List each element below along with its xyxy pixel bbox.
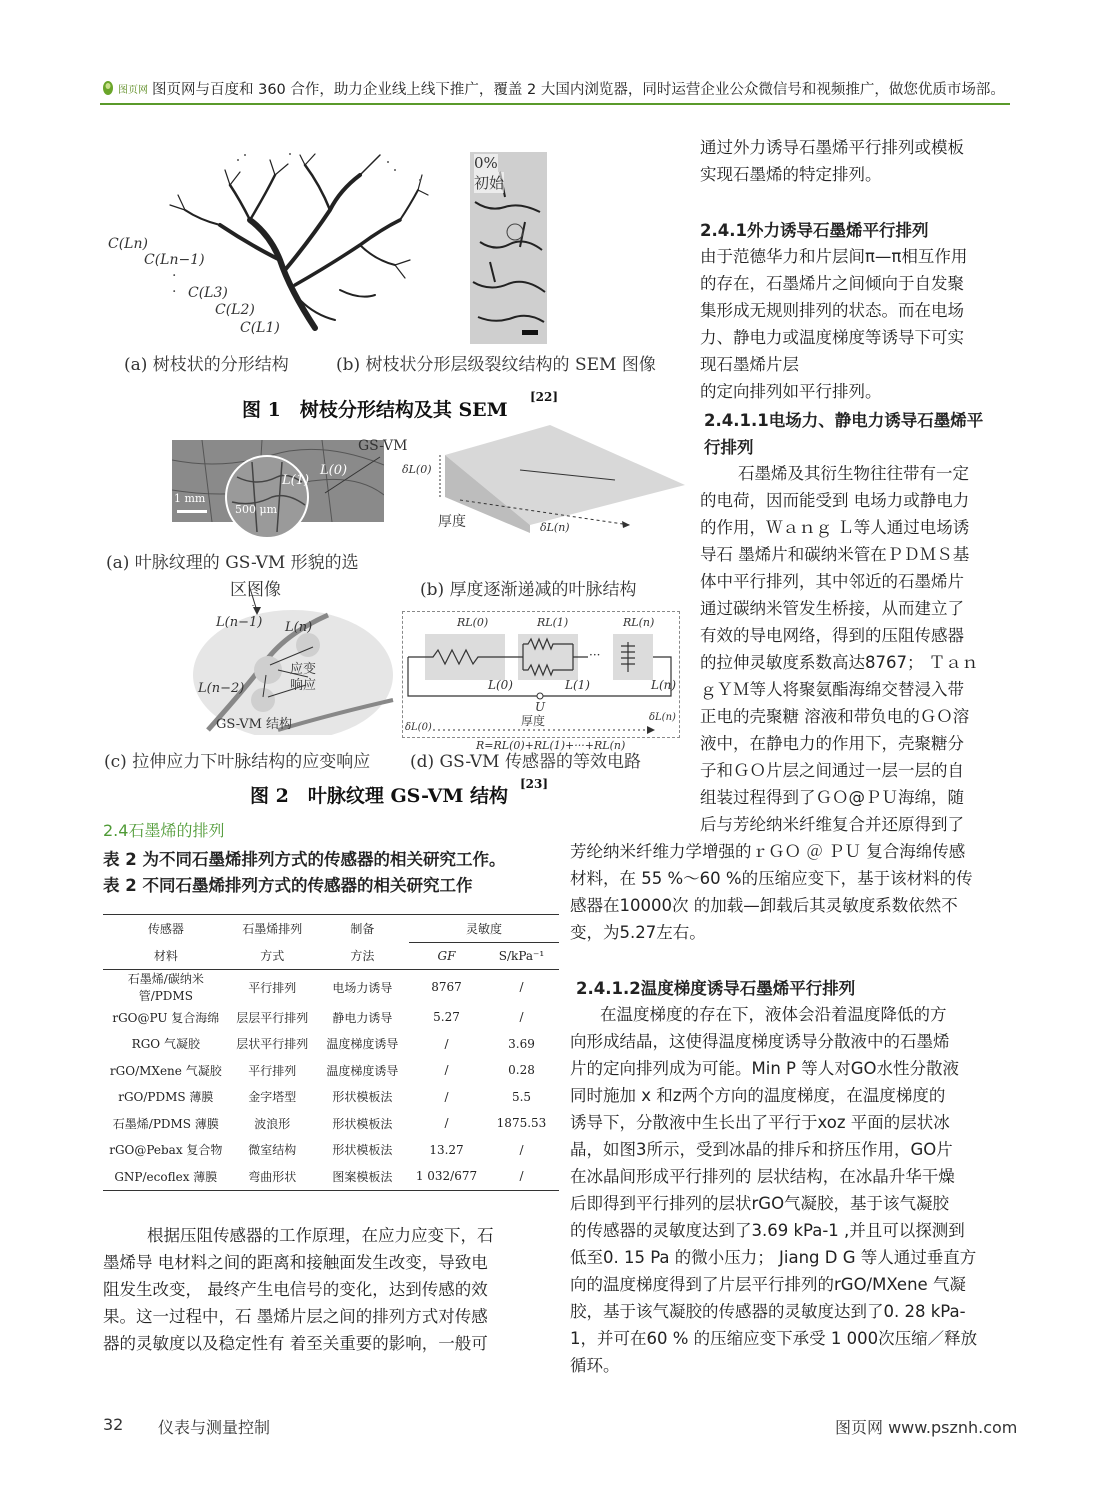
fig2-caption-d: (d) GS-VM 传感器的等效电路 <box>410 752 641 772</box>
figure-2 <box>100 425 690 810</box>
footer-site: 图页网 www.psznh.com <box>835 1418 1018 1437</box>
d-dln: δL(n) <box>649 712 676 723</box>
th-sensitivity: 灵敏度 <box>409 915 559 942</box>
d-rn: RL(n) <box>623 616 655 629</box>
fig2-caption-b: (b) 厚度逐渐递减的叶脉结构 <box>420 580 637 600</box>
table-row: rGO/MXene 气凝胶 平行排列 温度梯度诱导 / 0.28 <box>109 1063 535 1078</box>
c-response-1: 应变 <box>290 662 317 677</box>
label-c-ln1: C(Ln−1) <box>144 252 205 268</box>
scale-1mm: 1 mm <box>174 492 206 505</box>
thickness-label: 厚度 <box>438 514 466 530</box>
c-structure: GS-VM 结构 <box>216 717 293 732</box>
l1-label: L(1) <box>282 473 310 488</box>
equivalent-circuit <box>402 611 680 738</box>
d-thickness: 厚度 <box>521 714 546 728</box>
fig1-title: 图 1 树枝分形结构及其 SEM <box>242 399 508 421</box>
delta-ln-label: δL(n) <box>540 521 570 534</box>
zoom-circle <box>225 455 309 539</box>
figure-1: C(Ln) C(Ln−1) · · C(L3) C(L2) C(L1) 0% 初始 (a) 树枝状的分形结构 (b) 树枝状分形层级裂纹结构的 SEM 图像 图 1 树枝分形结构及其 SEM [22] <box>100 150 690 420</box>
label-c-l2: C(L2) <box>215 302 255 318</box>
right-paragraph-1: 由于范德华力和片层间π—π相互作用 的存在，石墨烯片之间倾向于自发聚 集形成无规则排列的状态。而在电场 力、静电力或温度梯度等诱导下可实 现石墨烯片层 的定向排列如平行排列。 <box>700 247 968 401</box>
th-s: S/kPa⁻¹ <box>498 948 545 963</box>
delta-l0-label: δL(0) <box>402 463 432 476</box>
label-c-l3: C(L3) <box>188 285 228 301</box>
right-paragraph-2-wide: 芳纶纳米纤维力学增强的ｒＧＯ ＠ ＰＵ 复合海绵传感 材料，在 55 %～60 %的压缩应变下，基于该材料的传 感器在10000次 的加载—卸载后其灵敏度系数依然不 变，为5.27左右。 <box>570 842 973 942</box>
table-row: rGO@Pebax 复合物 微室结构 形状模板法 13.27 / <box>109 1142 524 1158</box>
sensor-table <box>103 914 559 1191</box>
table-row: GNP/ecoflex 薄膜 弯曲形状 图案模板法 1 032/677 / <box>114 1169 524 1184</box>
d-formula: R=RL(0)+RL(1)+···+RL(n) <box>476 739 626 752</box>
c-ln-label: L(n) <box>285 620 313 635</box>
th-gf: GF <box>437 948 456 963</box>
header-text: 图页网与百度和 360 合作，助力企业线上线下推广，覆盖 2 大国内浏览器，同时运营企业公众微信号和视频推广，做您优质市场部。 <box>152 82 1005 98</box>
journal-name: 仪表与测量控制 <box>158 1418 271 1437</box>
d-l1: L(1) <box>565 678 590 692</box>
scale-500um: 500 μm <box>235 503 278 516</box>
gsvm-label: GS-VM <box>358 438 408 454</box>
right-intro: 通过外力诱导石墨烯平行排列或模板 实现石墨烯的特定排列。 <box>700 138 964 184</box>
fig1-caption-a: (a) 树枝状的分形结构 <box>124 355 289 375</box>
table-row: rGO/PDMS 薄膜 金字塔型 形状模板法 / 5.5 <box>118 1089 532 1105</box>
fig2-caption-a-2: 区图像 <box>230 580 281 600</box>
d-r1: RL(1) <box>537 616 569 629</box>
c-ln2-label: L(n−2) <box>198 681 245 696</box>
th-sensor: 传感器 <box>147 922 184 936</box>
th-material: 材料 <box>153 949 178 963</box>
th-arrangement: 石墨烯排列 <box>242 922 303 936</box>
table-row: rGO@PU 复合海绵 层层平行排列 静电力诱导 5.27 / <box>112 1010 524 1025</box>
heading-2-4-1-2: 2.4.1.2温度梯度诱导石墨烯平行排列 <box>576 979 856 998</box>
page-header <box>100 76 1020 102</box>
d-u: U <box>535 700 546 714</box>
heading-2-4-1-1-line2: 行排列 <box>704 438 754 457</box>
sem-image <box>470 152 547 344</box>
table-row: RGO 气凝胶 层状平行排列 温度梯度诱导 / 3.69 <box>131 1036 535 1052</box>
heading-2-4-1: 2.4.1外力诱导石墨烯平行排列 <box>700 221 929 240</box>
fig2-caption-c: (c) 拉伸应力下叶脉结构的应变响应 <box>104 752 371 772</box>
c-ln1-label: L(n−1) <box>216 615 263 630</box>
header-divider <box>100 103 1010 105</box>
right-paragraph-2: 石墨烯及其衍生物往往带有一定 的电荷，因而能受到 电场力或静电力 的作用，Ｗａｎｇ Ｌ等人通过电场诱 导石 墨烯片和碳纳米管在ＰＤＭＳ基 体中平行排列，其中邻近的石墨烯片 通过碳纳米管发生桥接，从而建立了 有效的导电网络，得到的压阻传感器 的拉伸灵敏度系数高达8767； Ｔａｎ ｇＹＭ等人将聚氨酯海绵交替浸入带 正电的壳聚糖 溶液和带负电的ＧＯ溶 液中，在静电力的作用下，壳聚糖分 子和ＧＯ片层之间通过一层一层的自 组装过程得到了ＧＯ@ＰＵ海绵，随 后与芳纶纳米纤维复合并还原得到了 <box>700 464 979 834</box>
left-paragraph: 根据压阻传感器的工作原理，在应力应变下，石 墨烯导 电材料之间的距离和接触面发生改变，导致电 阻发生改变， 最终产生电信号的变化，达到传感的效 果。这一过程中，石 墨烯片层之间的排列方式对传感 器的灵敏度以及稳定性有 着至关重要的影响，一般可 <box>103 1226 494 1353</box>
right-paragraph-3: 在温度梯度的存在下，液体会沿着温度降低的方 向形成结晶，这使得温度梯度诱导分散液中的石墨烯 片的定向排列成为可能。Min P 等人对GO水性分散液 同时施加 x 和z两个方向的温度梯度，在温度梯度的 诱导下，分散液中生长出了平行于xoz 平面的层状冰 晶，如图3所示，受到冰晶的排斥和挤压作用，GO片 在冰晶间形成平行排列的 层状结构，在冰晶升华干燥 后即得到平行排列的层状rGO气凝胶，基于该气凝胶 的传感器的灵敏度达到了3.69 kPa-1 ,并且可以探测到 低至0. 15 Pa 的微小压力； Jiang D G 等人通过垂直方 向的温度梯度得到了片层平行排列的rGO/MXene 气凝 胶，基于该气凝胶的传感器的灵敏度达到了0. 28 kPa- 1，并可在60 % 的压缩应变下承受 1 000次压缩／释放 循环。 <box>570 1005 978 1375</box>
table-row: 石墨烯/PDMS 薄膜 波浪形 形状模板法 / 1875.53 <box>112 1116 547 1131</box>
table-row: 石墨烯/碳纳米管/PDMS 平行排列 电场力诱导 8767 / <box>127 972 524 1003</box>
sem-start: 初始 <box>474 174 505 192</box>
sem-pct: 0% <box>474 154 498 172</box>
label-c-l1: C(L1) <box>240 320 280 336</box>
fig2-ref: [23] <box>520 777 549 791</box>
fig1-caption-b: (b) 树枝状分形层级裂纹结构的 SEM 图像 <box>336 355 656 375</box>
th-approach: 方法 <box>350 949 375 963</box>
c-response-2: 响应 <box>290 678 317 693</box>
th-preparation: 制备 <box>350 922 375 936</box>
label-c-ln: C(Ln) <box>108 236 148 252</box>
page-number: 32 <box>103 1415 124 1434</box>
table-intro: 表 2 为不同石墨烯排列方式的传感器的相关研究工作。 <box>103 850 506 869</box>
d-dots: ··· <box>589 648 601 662</box>
d-ln: L(n) <box>651 678 677 692</box>
th-method: 方式 <box>260 949 285 963</box>
heading-2-4-1-1-line1: 2.4.1.1电场力、静电力诱导石墨烯平 <box>704 411 984 430</box>
logo-text: 图页网 <box>118 85 148 96</box>
site-logo <box>100 78 150 98</box>
d-l0: L(0) <box>488 678 513 692</box>
d-dl0: δL(0) <box>405 722 432 733</box>
d-r0: RL(0) <box>457 616 489 629</box>
section-title-2-4: 2.4石墨烯的排列 <box>103 821 225 840</box>
fig2-caption-a-1: (a) 叶脉纹理的 GS-VM 形貌的选 <box>106 553 359 573</box>
table-title: 表 2 不同石墨烯排列方式的传感器的相关研究工作 <box>103 876 473 895</box>
l0-label: L(0) <box>320 463 348 478</box>
fig1-ref: [22] <box>530 390 559 404</box>
fig2-title: 图 2 叶脉纹理 GS-VM 结构 <box>250 785 508 807</box>
